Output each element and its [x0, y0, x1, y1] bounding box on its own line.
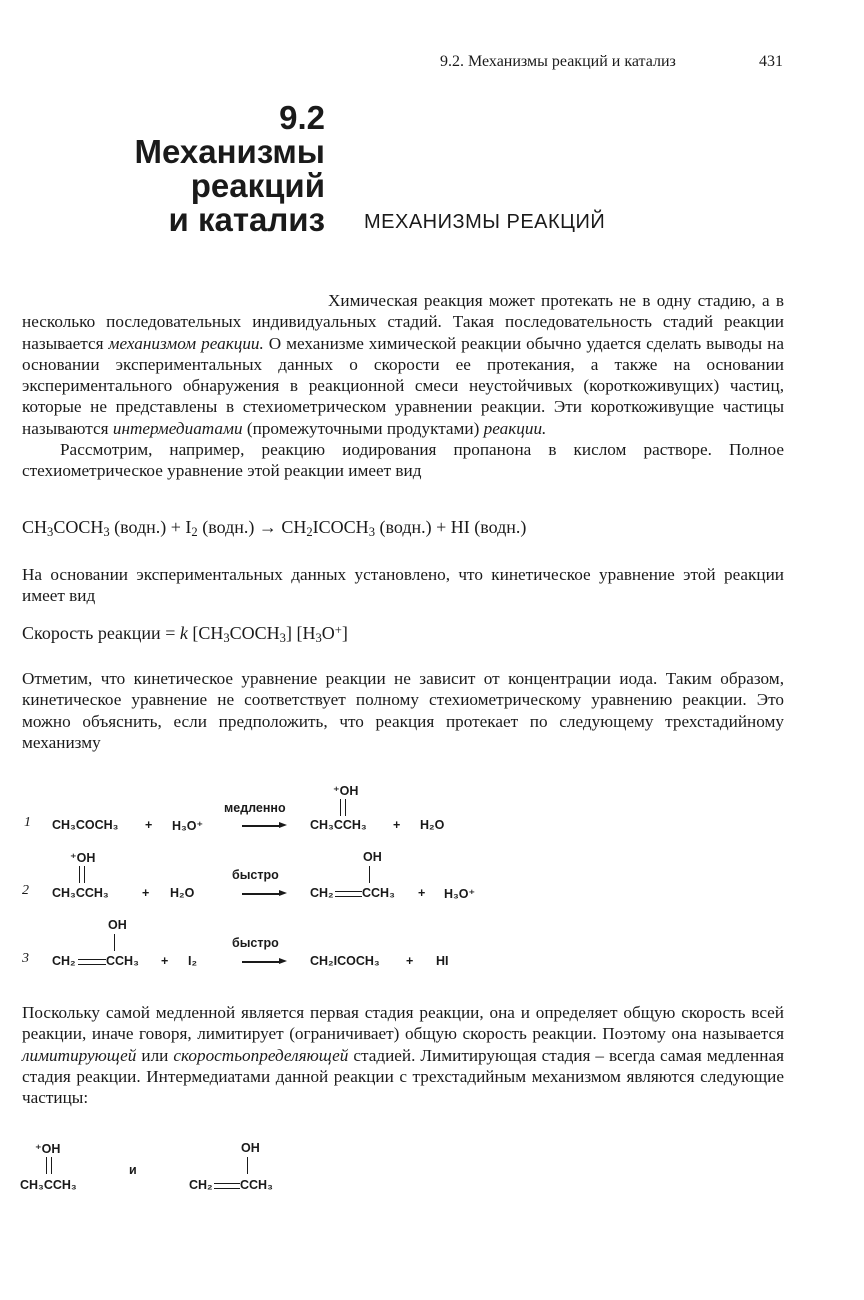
- step-2-product-1b: CCH₃: [362, 886, 395, 900]
- step-2-arrow-head: [279, 890, 287, 896]
- paragraph-3: На основании экспериментальных данных установлено, что кинетическое уравнение этой реакции имеет вид: [22, 565, 784, 606]
- step-3-reactant-2: I₂: [188, 954, 198, 968]
- subheading: МЕХАНИЗМЫ РЕАКЦИЙ: [364, 211, 606, 233]
- page-number: 431: [759, 53, 783, 70]
- intermediate-2-oh: OH: [241, 1141, 260, 1155]
- paragraph-5: Поскольку самой медленной является первая стадия реакции, она и определяет общую скорость всей реакции, иначе говоря, лимитирует (ограничивает) общую скорость реакции. Поэтому она называется лимитирующей или скоростьопределяющей стадией. Лимитирующая стадия – всегда самая медленная стадия реакции. Интермедиатами данной реакции с трехстадийным механизмом являются следующие частицы:: [22, 1003, 784, 1108]
- single-bond-line: [369, 866, 370, 883]
- step-2-oh-right: OH: [363, 850, 382, 864]
- step-3-arrow-head: [279, 958, 287, 964]
- step-3-number: 3: [22, 951, 29, 966]
- step-2-plus: +: [142, 886, 150, 900]
- step-3-reactant-1a: CH₂: [52, 954, 76, 968]
- step-1-reactant-2: H₃O⁺: [172, 819, 204, 833]
- step-1-oh: ⁺OH: [333, 784, 359, 798]
- double-bond-line: [78, 964, 106, 965]
- step-3-product-1: CH₂ICOCH₃: [310, 954, 380, 968]
- step-3-plus: +: [161, 954, 169, 968]
- step-2-reactant-2: H₂O: [170, 886, 195, 900]
- section-title-line-3: и катализ: [168, 201, 325, 238]
- step-2-plus-2: +: [418, 886, 426, 900]
- step-1-arrow-label: медленно: [224, 801, 286, 815]
- single-bond-line: [247, 1157, 248, 1174]
- body-text-block-1: [22, 290, 784, 482]
- double-bond-line: [345, 799, 346, 816]
- double-bond-line: [335, 896, 362, 897]
- stoichiometric-equation: $CH_3COCH_3$ (водн.) + $I_2$ (водн.) → $CH_2ICOCH_3$ (водн.) + HI (водн.): [22, 517, 527, 539]
- single-bond-line: [114, 934, 115, 951]
- paragraph-1: Химическая реакция может протекать не в одну стадию, а в несколько последовательных индивидуальных стадий. Такая последовательность стадий реакции называется механизмом реакции. О механизме химической реакции обычно удается сделать выводы на основании экспериментальных данных о скорости ее протекания, а также на основании экспериментального обнаружения в реакционной смеси неустойчивых (короткоживущих) частиц, которые не представлены в стехиометрическом уравнении реакции. Эти короткоживущие частицы называются интермедиатами (промежуточными продуктами) реакции.: [22, 291, 784, 438]
- step-1-plus-2: +: [393, 818, 401, 832]
- step-3-arrow: [242, 961, 280, 963]
- section-number: 9.2: [279, 99, 325, 136]
- intermediate-2-formula-a: CH₂: [189, 1178, 213, 1192]
- double-bond-line: [79, 866, 80, 883]
- running-title: 9.2. Механизмы реакций и катализ: [440, 53, 676, 70]
- step-2-arrow: [242, 893, 280, 895]
- step-2-reactant-1: CH₃CCH₃: [52, 886, 109, 900]
- step-1-number: 1: [24, 815, 31, 830]
- double-bond-line: [78, 959, 106, 960]
- double-bond-line: [214, 1183, 240, 1184]
- double-bond-line: [340, 799, 341, 816]
- step-1-product-1: CH₃CCH₃: [310, 818, 367, 832]
- step-3-arrow-label: быстро: [232, 936, 279, 950]
- double-bond-line: [84, 866, 85, 883]
- section-title-line-1: Механизмы: [134, 133, 325, 170]
- double-bond-line: [335, 891, 362, 892]
- double-bond-line: [46, 1157, 47, 1174]
- step-3-reactant-1b: CCH₃: [106, 954, 139, 968]
- step-2-product-1a: CH₂: [310, 886, 334, 900]
- double-bond-line: [51, 1157, 52, 1174]
- conjunction: и: [129, 1163, 137, 1177]
- step-1-arrow: [242, 825, 280, 827]
- step-1-plus: +: [145, 818, 153, 832]
- step-2-oh-left: ⁺OH: [70, 851, 96, 865]
- step-2-number: 2: [22, 883, 29, 898]
- section-title-line-2: реакций: [190, 167, 325, 204]
- step-2-arrow-label: быстро: [232, 868, 279, 882]
- step-2-product-2: H₃O⁺: [444, 887, 476, 901]
- step-1-reactant-1: CH₃COCH₃: [52, 818, 119, 832]
- intermediate-1-formula: CH₃CCH₃: [20, 1178, 77, 1192]
- step-3-oh: OH: [108, 918, 127, 932]
- double-bond-line: [214, 1188, 240, 1189]
- intermediate-2-formula-b: CCH₃: [240, 1178, 273, 1192]
- paragraph-4: Отметим, что кинетическое уравнение реакции не зависит от концентрации иода. Таким образом, кинетическое уравнение не соответствует полному стехиометрическому уравнению реакции. Это можно объяснить, если предположить, что реакция протекает по следующему трехстадийному механизму: [22, 669, 784, 752]
- paragraph-2: Рассмотрим, например, реакцию иодирования пропанона в кислом растворе. Полное стехиометрическое уравнение этой реакции имеет вид: [22, 440, 784, 481]
- step-3-plus-2: +: [406, 954, 414, 968]
- rate-equation: Скорость реакции = k $[CH_3COCH_3]$ $[H_3O^+]$: [22, 623, 348, 645]
- step-1-arrow-head: [279, 822, 287, 828]
- step-1-product-2: H₂O: [420, 818, 445, 832]
- intermediate-1-oh: ⁺OH: [35, 1142, 61, 1156]
- step-3-product-2: HI: [436, 954, 449, 968]
